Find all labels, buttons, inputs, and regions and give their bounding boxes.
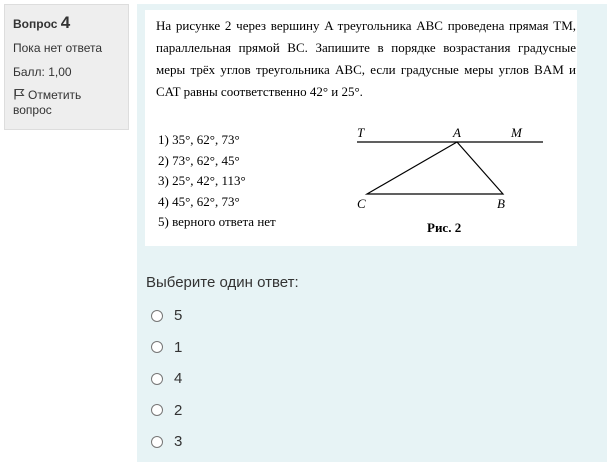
answer-radio[interactable] bbox=[151, 373, 163, 385]
question-option: 4) 45°, 62°, 73° bbox=[158, 193, 240, 209]
answer-option[interactable] bbox=[151, 363, 182, 395]
label-a: A bbox=[453, 125, 461, 140]
answer-option[interactable] bbox=[151, 395, 182, 427]
question-state: Пока нет ответа bbox=[13, 41, 103, 56]
answer-label[interactable]: 1 bbox=[174, 338, 183, 356]
question-option: 5) верного ответа нет bbox=[158, 214, 276, 229]
answer-radio[interactable] bbox=[151, 341, 163, 353]
answer-label[interactable]: 4 bbox=[174, 370, 183, 388]
answer-option[interactable] bbox=[151, 426, 182, 458]
question-number bbox=[13, 12, 120, 33]
triangle-abc bbox=[367, 142, 503, 194]
flag-icon bbox=[13, 88, 25, 100]
question-option: 1) 35°, 62°, 73° bbox=[158, 132, 240, 147]
label-m: M bbox=[511, 125, 522, 140]
question-info-panel bbox=[4, 4, 129, 130]
answer-list bbox=[151, 300, 182, 458]
label-b: B bbox=[497, 196, 505, 211]
flag-question-link[interactable] bbox=[13, 88, 120, 118]
answer-radio[interactable] bbox=[151, 404, 163, 416]
question-option: 2) 73°, 62°, 45° bbox=[158, 152, 240, 168]
flag-question-label: Отметить вопрос bbox=[13, 88, 82, 118]
answer-option[interactable] bbox=[151, 332, 182, 364]
question-content bbox=[137, 4, 607, 462]
figure-caption: Рис. 2 bbox=[427, 220, 462, 235]
answer-radio[interactable] bbox=[151, 436, 163, 448]
question-label: Вопрос bbox=[13, 17, 58, 31]
question-text: На рисунке 2 через вершину A треугольника ABC проведена прямая TM, параллельная прямой BC. Запишите в порядке возрастания градусные меры трёх углов треугольника ABC, если градусные меры углов BAM и CAT равны соответственно 42° и 25°. bbox=[156, 18, 576, 99]
answer-label[interactable]: 3 bbox=[174, 433, 183, 451]
answer-label[interactable]: 5 bbox=[174, 307, 183, 325]
question-grade: Балл: 1,00 bbox=[13, 65, 72, 80]
question-options-list bbox=[158, 130, 318, 233]
label-c: C bbox=[357, 196, 366, 211]
label-t: T bbox=[357, 125, 365, 140]
answer-label[interactable]: 2 bbox=[174, 401, 183, 419]
question-image bbox=[145, 10, 577, 246]
question-option: 3) 25°, 42°, 113° bbox=[158, 173, 246, 188]
question-number-value: 4 bbox=[60, 13, 71, 32]
answer-prompt: Выберите один ответ: bbox=[146, 274, 299, 291]
answer-option[interactable] bbox=[151, 300, 182, 332]
answer-radio[interactable] bbox=[151, 310, 163, 322]
